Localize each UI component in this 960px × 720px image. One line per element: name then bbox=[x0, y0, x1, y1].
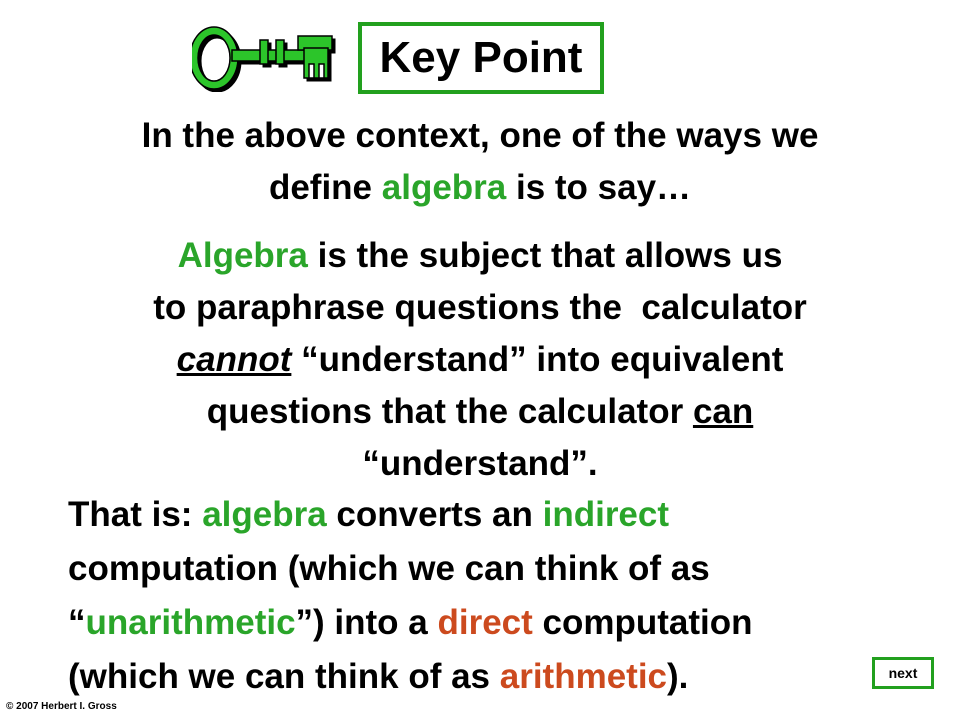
definition-line-1: Algebra is the subject that allows us bbox=[177, 236, 783, 275]
term-indirect: indirect bbox=[542, 495, 670, 534]
explanation-line-3: “unarithmetic”) into a direct computation bbox=[68, 603, 753, 642]
intro-text bbox=[0, 110, 960, 214]
copyright-notice: © 2007 Herbert I. Gross bbox=[6, 701, 117, 712]
key-point-label: Key Point bbox=[379, 33, 583, 82]
intro-line-1: In the above context, one of the ways we bbox=[141, 116, 819, 155]
term-algebra: Algebra bbox=[177, 236, 308, 275]
intro-line-2: define algebra is to say… bbox=[268, 168, 692, 207]
definition-text bbox=[0, 230, 960, 490]
term-arithmetic: arithmetic bbox=[499, 657, 668, 696]
definition-line-5: “understand”. bbox=[362, 444, 598, 483]
term-unarithmetic: unarithmetic bbox=[85, 603, 296, 642]
term-algebra: algebra bbox=[202, 495, 327, 534]
term-direct: direct bbox=[437, 603, 533, 642]
term-can: can bbox=[692, 392, 754, 431]
explanation-line-1: That is: algebra converts an indirect bbox=[68, 495, 670, 534]
definition-line-4: questions that the calculator can bbox=[206, 392, 754, 431]
explanation-line-4: (which we can think of as arithmetic). bbox=[68, 657, 689, 696]
definition-line-2: to paraphrase questions the calculator bbox=[153, 288, 807, 327]
key-icon bbox=[192, 22, 342, 92]
term-algebra: algebra bbox=[381, 168, 507, 207]
next-button[interactable]: next bbox=[872, 657, 934, 689]
explanation-text bbox=[68, 488, 948, 704]
definition-line-3: cannot “understand” into equivalent bbox=[176, 340, 784, 379]
explanation-line-2: computation (which we can think of as bbox=[68, 549, 710, 588]
key-point-badge bbox=[358, 22, 604, 94]
term-cannot: cannot bbox=[176, 340, 292, 379]
